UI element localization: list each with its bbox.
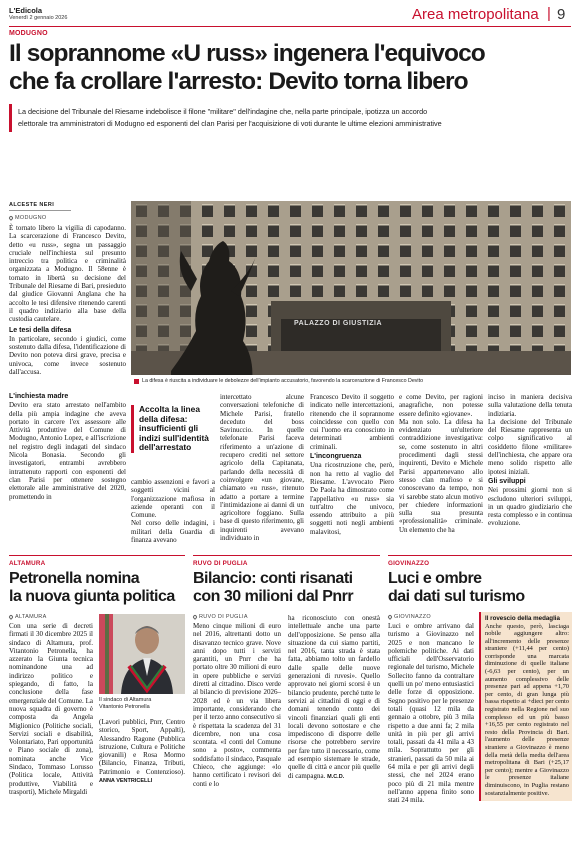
pull-quote-text: Accolta la linea della difesa: insufficienti gli indizi sull'identità dell'arrestato <box>139 404 209 452</box>
main-col-c <box>220 393 304 542</box>
page-separator: | <box>547 5 551 22</box>
altamura-text: Con una serie di decreti firmati il 30 dicembre 2025 il sindaco di Altamura, prof. Vitantonio Petronella, ha azzerato la Giunta tecnica nominandone una ad indirizzo politico e spiegando, di fatto, la conclusione della fase emergenziale del Comune. La nuova squadra di governo è composta da Angela Miglionico (Politiche sociali, Servizi sociali e disabilità, Volontariato, Pari opportunità e Piano sociale di zona), nominata anche Vice Sindaco, Tommaso Lorusso (Politica locale, Attività produttive, Viabilità e trasporti), Michele Mirgaldi <box>9 622 93 796</box>
ruvo-text1: Meno cinque milioni di euro nel 2016, altrettanti dotto un disavanzo tecnico grave. Nove anni dopo tutti i servizi garantiti, un Pnrr che ha portato oltre 30 milioni di euro in opere pubbliche e servizi diretti al cittadino. Disco verde al bilancio di previsione 2026–2028 ed è un via libera importante, considerando che per il terzo anno consecutivo si è rispettata la scadenza del 31 dicembre, non una cosa scontata. «I conti del Comune sono a posto», commenta soddisfatto il sindaco, Pasquale Chieco, che aggiunge: «lo hanno certificato i revisori dei conti e lo <box>193 622 281 788</box>
location-pin-icon <box>192 614 198 620</box>
ruvo-col2 <box>288 614 380 781</box>
brand-logo: L'Edicola <box>9 6 43 15</box>
altamura-headline <box>9 570 175 606</box>
ruvo-headline <box>193 570 353 606</box>
author: ALCESTE NERI <box>9 202 55 208</box>
main-location: MODUGNO <box>9 215 46 221</box>
altamura-text2: (Lavori pubblici, Pnrr, Centro storico, Sport, Appalti), Alessandro Ragone (Pubblica istruzione, Cultura e Politiche giovanili) e Rosa Mormo (Bilancio, Finanza, Tributi, Patrimonio e Contenzioso). ANNA VENTRICELLI <box>99 718 185 785</box>
giovinazzo-headline-1: Luci e ombre <box>388 570 482 587</box>
page-number: 9 <box>557 6 566 23</box>
altamura-signature: ANNA VENTRICELLI <box>99 778 153 785</box>
main-col-c-text: intercettato alcune conversazioni telefoniche di Michele Parisi, fratello deceduto del boss Savinuccio. In quelle telefonate Parisi faceva riferimento a un'azione di recupero crediti nel settore agricolo della Capitanata, parlando della necessità di coinvolgere «un giovane, chiamato «u russ», ritenuto adatto a portare a termine l'intimidazione ai danni di un agricoltore foggiano. Sulla base di questo riferimento, gli inquirenti avevano individuato in <box>220 393 304 543</box>
ruvo-text2: ha riconosciuto con onestà intellettuale anche una parte dell'opposizione. Se penso alla situazione da cui siamo partiti, nel 2016, tanta strada è stata fatta, abbiamo tolto un fardello dalle spalle delle nuove generazioni di ruvesi». Quello approvato nei giorni scorsi è un bilancio prudente, perché tutte le servizi ai cittadini di oggi e di domani tenendo conto dei vincoli finanziari quali gli enti locali devono sottostare e che impediscono di disporre delle risorse che potrebbero servire per fare tutto il necessario, come ad esempio sistemare le strade, quelle di città e ancor più quelle di campagna. M.C.D. <box>288 614 380 780</box>
pull-quote <box>131 405 215 453</box>
giovinazzo-box-title: Il rovescio della medaglia <box>485 615 560 622</box>
main-col-f <box>488 393 572 528</box>
summary-line-2: elettorale tra amministratori di Modugno ed esponenti del clan Parisi per l'acquisizione di voti durante le ultime elezioni amministrative <box>18 119 442 128</box>
main-col-f-text: inciso in maniera decisiva sulla valutazione della tenuta indiziaria. La decisione del Tribunale del Riesame rappresenta un colpo significativo al cosiddetto filone «militare» dell'inchiesta, che appare ora meno solido rispetto alle ipotesi iniziali. <box>488 393 572 476</box>
altamura-headline-2: la nuova giunta politica <box>9 588 175 605</box>
main-col1-text2: In particolare, secondo i giudici, come sostenuto dalla difesa, l'identificazione di Devito non poteva dirsi grave, precisa e univoca, come invece sostenuto dall'accusa. <box>9 334 126 377</box>
giovinazzo-kicker: GIOVINAZZO <box>388 560 430 567</box>
giovinazzo-box-text: Anche questo, però, lasciaga nobile aggiungere altro: all'incremento delle presenze straniere (+11,44 per cento) corrisponde una marcata diminuzione di quelle italiane (-6,63 per cento), per un aumento complessivo delle presenze pari ad appena +1,70 per cento, di gran lunga più bassa rispetto ai +dieci per cento registrato nella Regione nel suo complesso ed un più basso +16,55 per cento registrato nel resto della Provincia di Bari. l'aumento delle presenze straniere a Giovinazzo è meno della metà della media dell'area metropolitana di Bari (+25,17 per cento); mentre a Giovinazzo le presenze italiane diminuiscono, in Puglia restano sostanzialmente positive. <box>485 622 569 797</box>
courthouse-photo <box>131 201 571 388</box>
location-pin-icon <box>8 614 14 620</box>
main-col1 <box>9 224 126 376</box>
section-name: Area metropolitana <box>412 6 539 23</box>
issue-date: Venerdì 2 gennaio 2026 <box>9 15 68 21</box>
mayor-portrait <box>99 614 185 694</box>
location-pin-icon <box>8 215 14 221</box>
main-col-d-text: Francesco Devito il soggetto indicato nelle intercettazioni, ritenendo che il soprannome coincidesse con quello con cui l'uomo era conosciuto in determinati ambienti criminali. <box>310 393 394 451</box>
altamura-kicker: ALTAMURA <box>9 560 46 567</box>
giovinazzo-col1 <box>388 622 474 805</box>
location-pin-icon <box>387 614 393 620</box>
ruvo-rule <box>193 555 380 556</box>
main-kicker: MODUGNO <box>9 30 48 37</box>
giovinazzo-headline-2: dai dati sul turismo <box>388 588 525 605</box>
altamura-caption: Il sindaco di Altamura Vitantonio Petronella <box>99 697 152 710</box>
giovinazzo-location: GIOVINAZZO <box>388 614 431 620</box>
subhead-difesa: Le tesi della difesa <box>9 326 72 334</box>
giovinazzo-box <box>479 612 572 801</box>
ruvo-headline-1: Bilancio: conti risanati <box>193 570 353 587</box>
ruvo-location: RUVO DI PUGLIA <box>193 614 248 620</box>
altamura-photo <box>99 614 185 694</box>
subhead-incongruenza: L'incongruenza <box>310 453 362 461</box>
main-headline <box>9 40 579 96</box>
giovinazzo-headline <box>388 570 525 606</box>
caption-marker <box>134 379 139 384</box>
header-rule <box>9 26 571 27</box>
main-col-d <box>310 393 394 536</box>
summary-line-1: La decisione del Tribunale del Riesame indebolisce il filone "militare" dell'indagine che, nella parte principale, ipotizza un accordo <box>18 107 428 116</box>
altamura-col2 <box>99 718 185 785</box>
ruvo-headline-2: con 30 milioni dal Pnrr <box>193 588 354 605</box>
subhead-sviluppi: Gli sviluppi <box>488 477 526 485</box>
altamura-col1 <box>9 622 93 796</box>
author-rule <box>9 210 71 211</box>
main-col-b-text: cambio assenzioni e favori a soggetti vicini al l'organizzazione mafiosa in aziende operanti con il Comune. Nel corso delle indagini, i militari della Guardia di finanza avevano <box>131 478 215 545</box>
altamura-headline-1: Petronella nomina <box>9 570 140 587</box>
main-col1-text: È tornato libero la vigilia di capodanno. La scarcerazione di Francesco Devito, detto «u russ», segna un passaggio cruciale nell'inchiesta sul presunto intreccio tra politica e criminalità organizzata a Modugno. Il 58enne è tornato in libertà su decisione del Tribunale del Riesame di Bari, presieduto dal giudice Giovanni Anglana che ha accolto le tesi difensive ritenendo carenti il quadro indiziario alla base della custodia cautelare. <box>9 224 126 324</box>
main-col-f-text2: Nei prossimi giorni non si escludono ulteriori sviluppi, in un quadro giudiziario che resta complesso e in continua evoluzione. <box>488 486 572 528</box>
main-photo <box>131 201 571 388</box>
photo-caption: La difesa è riuscita a individuare le debolezze dell'impianto accusatorio, favorendo la scarcerazione di Francesco Devito <box>142 378 424 384</box>
headline-line-2: che fa crollare l'arresto: Devito torna libero <box>9 68 468 95</box>
main-col-b <box>131 478 215 544</box>
main-col-a <box>9 393 126 501</box>
ruvo-signature: M.C.D. <box>327 773 345 780</box>
main-col-d-text2: Una ricostruzione che, però, non ha retto al vaglio del Riesame. L'avvocato Piero De Paola ha dimostrato come l'appellativo «u russ» sia tutt'altro che univoco, essendo attribuito a più soggetti noti negli ambienti malavitosi, <box>310 461 394 536</box>
summary-bar <box>9 104 12 132</box>
main-summary <box>18 106 578 130</box>
giovinazzo-rule <box>388 555 572 556</box>
giovinazzo-text1: Luci e ombre arrivano dal turismo a Giovinazzo nel 2025 e non mancano le polemiche politiche. Ai dati ufficiali dell'Osservatorio regionale del turismo, Michele Sollecito fanno da contraltare quelli un po' meno entusiastici delle forze di opposizione. Segno positivo per le presenze totali (quasi 12 mila da gennaio a ottobre, più 3 mila rispetto a due anni fa; 2 mila unità in più per gli arrivi totali, passati da 41 mila a 43 mila. Soprattutto per gli stranieri, passati da 50 mila ai 64 mila e per gli arrivi degli stessi, che nel 2024 erano poco più di 21 mila mentre nell'anno appena finito sono stati 24 mila. <box>388 622 474 805</box>
altamura-location: ALTAMURA <box>9 614 47 620</box>
palazzo-sign: PALAZZO DI GIUSTIZIA <box>294 320 383 327</box>
subhead-inchiesta: L'inchiesta madre <box>9 393 69 400</box>
altamura-rule <box>9 555 185 556</box>
main-col-e-text: e come Devito, per ragioni anagrafiche, non potesse essere definito «giovane». Ma non solo. La difesa ha evidenziato un'ulteriore contraddizione investigativa: se, come sostenuto in altri procedimenti dagli stessi inquirenti, Devito e Michele Parisi appartenevano allo stesso clan mafioso e si conoscevano da tempo, non vi sarebbe stato alcun motivo per chiedere informazioni sulla sua presunta «professionalità» criminale. Un elemento che ha <box>399 393 483 534</box>
headline-line-1: Il soprannome «U russ» ingenera l'equivoco <box>9 40 485 67</box>
ruvo-col1 <box>193 622 281 788</box>
ruvo-kicker: RUVO DI PUGLIA <box>193 560 248 567</box>
main-col-a-text: Devito era stato arrestato nell'ambito della più ampia indagine che aveva portato in carcere l'ex assessore alle Attività produttive del Comune di Modugno, Antonio Lopez, e all'iscrizione nel registro degli indagati del sindaco Nicola Bonasia. Secondo gli investigatori, entrambi avrebbero intrattenuto rapporti con esponenti del clan Parisi per ottenere sostegno elettorale alle amministrative del 2020, promettendo in <box>9 401 126 501</box>
main-col-e <box>399 393 483 534</box>
